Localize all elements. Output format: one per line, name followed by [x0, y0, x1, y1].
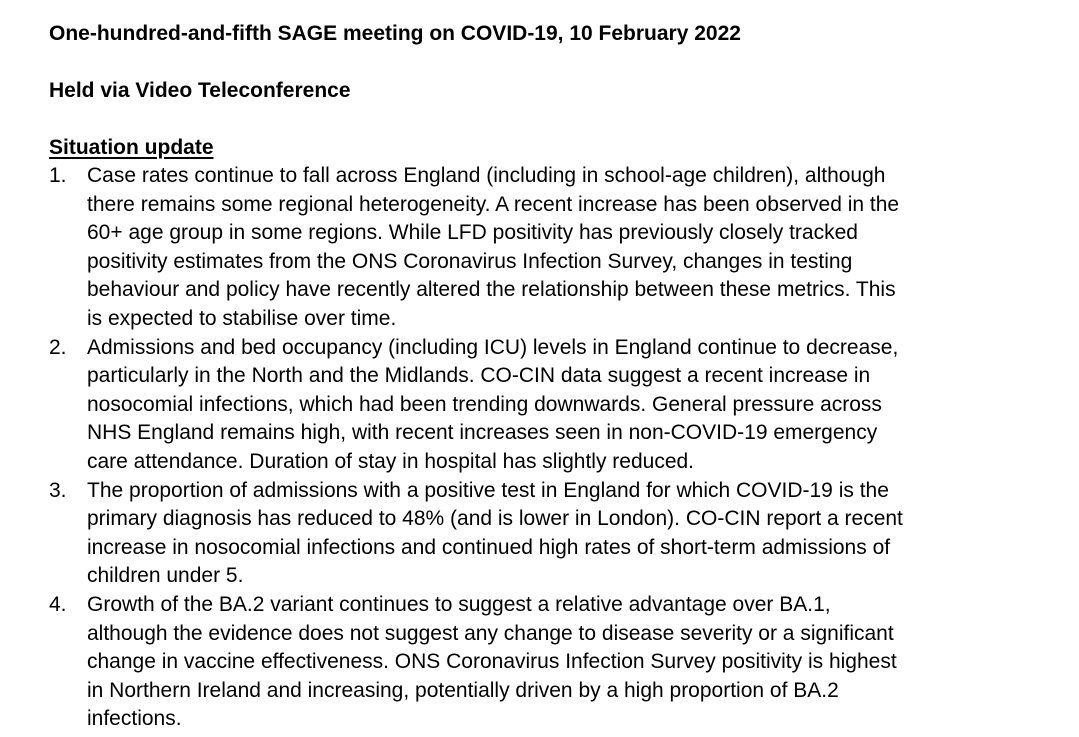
- list-item-number: 3.: [49, 478, 67, 502]
- list-item-line: nosocomial infections, which had been trending downwards. General pressure across: [87, 392, 882, 416]
- list-item-line: there remains some regional heterogeneity. A recent increase has been observed in the: [87, 192, 900, 216]
- list-item-line: although the evidence does not suggest any change to disease severity or a significant: [87, 621, 894, 645]
- list-item: [49, 477, 1049, 591]
- list-item-line: infections.: [87, 707, 182, 731]
- list-item-line: particularly in the North and the Midlands. CO-CIN data suggest a recent increase in: [87, 364, 871, 388]
- document-subtitle: Held via Video Teleconference: [49, 79, 351, 102]
- list-item-line: NHS England remains high, with recent increases seen in non-COVID-19 emergency: [87, 421, 878, 445]
- list-item-number: 1.: [49, 164, 67, 187]
- document-title: One-hundred-and-fifth SAGE meeting on COVID-19, 10 February 2022: [49, 22, 741, 45]
- list-item-line: Growth of the BA.2 variant continues to suggest a relative advantage over BA.1,: [87, 592, 831, 616]
- situation-update-list: [49, 162, 1049, 734]
- list-item-line: children under 5.: [87, 564, 244, 588]
- list-item-line: in Northern Ireland and increasing, potentially driven by a high proportion of BA.2: [87, 678, 839, 702]
- list-item-line: Admissions and bed occupancy (including ICU) levels in England continue to decrease,: [87, 335, 899, 359]
- list-item-number: 4.: [49, 592, 67, 616]
- list-item-line: behaviour and policy have recently altered the relationship between these metrics. This: [87, 278, 896, 302]
- list-item-line: change in vaccine effectiveness. ONS Coronavirus Infection Survey positivity is highest: [87, 650, 897, 674]
- list-item-line: is expected to stabilise over time.: [87, 306, 397, 330]
- list-item: [49, 162, 1049, 334]
- section-heading: Situation update: [49, 136, 214, 159]
- list-item: [49, 334, 1049, 477]
- list-item-line: Case rates continue to fall across England (including in school-age children), although: [87, 164, 886, 187]
- list-item-line: care attendance. Duration of stay in hospital has slightly reduced.: [87, 449, 695, 473]
- list-item-line: increase in nosocomial infections and continued high rates of short-term admissions of: [87, 535, 891, 559]
- list-item-line: The proportion of admissions with a positive test in England for which COVID-19 is the: [87, 478, 889, 502]
- list-item: [49, 591, 1049, 734]
- list-item-line: primary diagnosis has reduced to 48% (and is lower in London). CO-CIN report a recent: [87, 507, 903, 531]
- list-item-line: 60+ age group in some regions. While LFD positivity has previously closely tracked: [87, 221, 858, 245]
- list-item-number: 2.: [49, 335, 67, 359]
- list-item-line: positivity estimates from the ONS Coronavirus Infection Survey, changes in testing: [87, 249, 853, 273]
